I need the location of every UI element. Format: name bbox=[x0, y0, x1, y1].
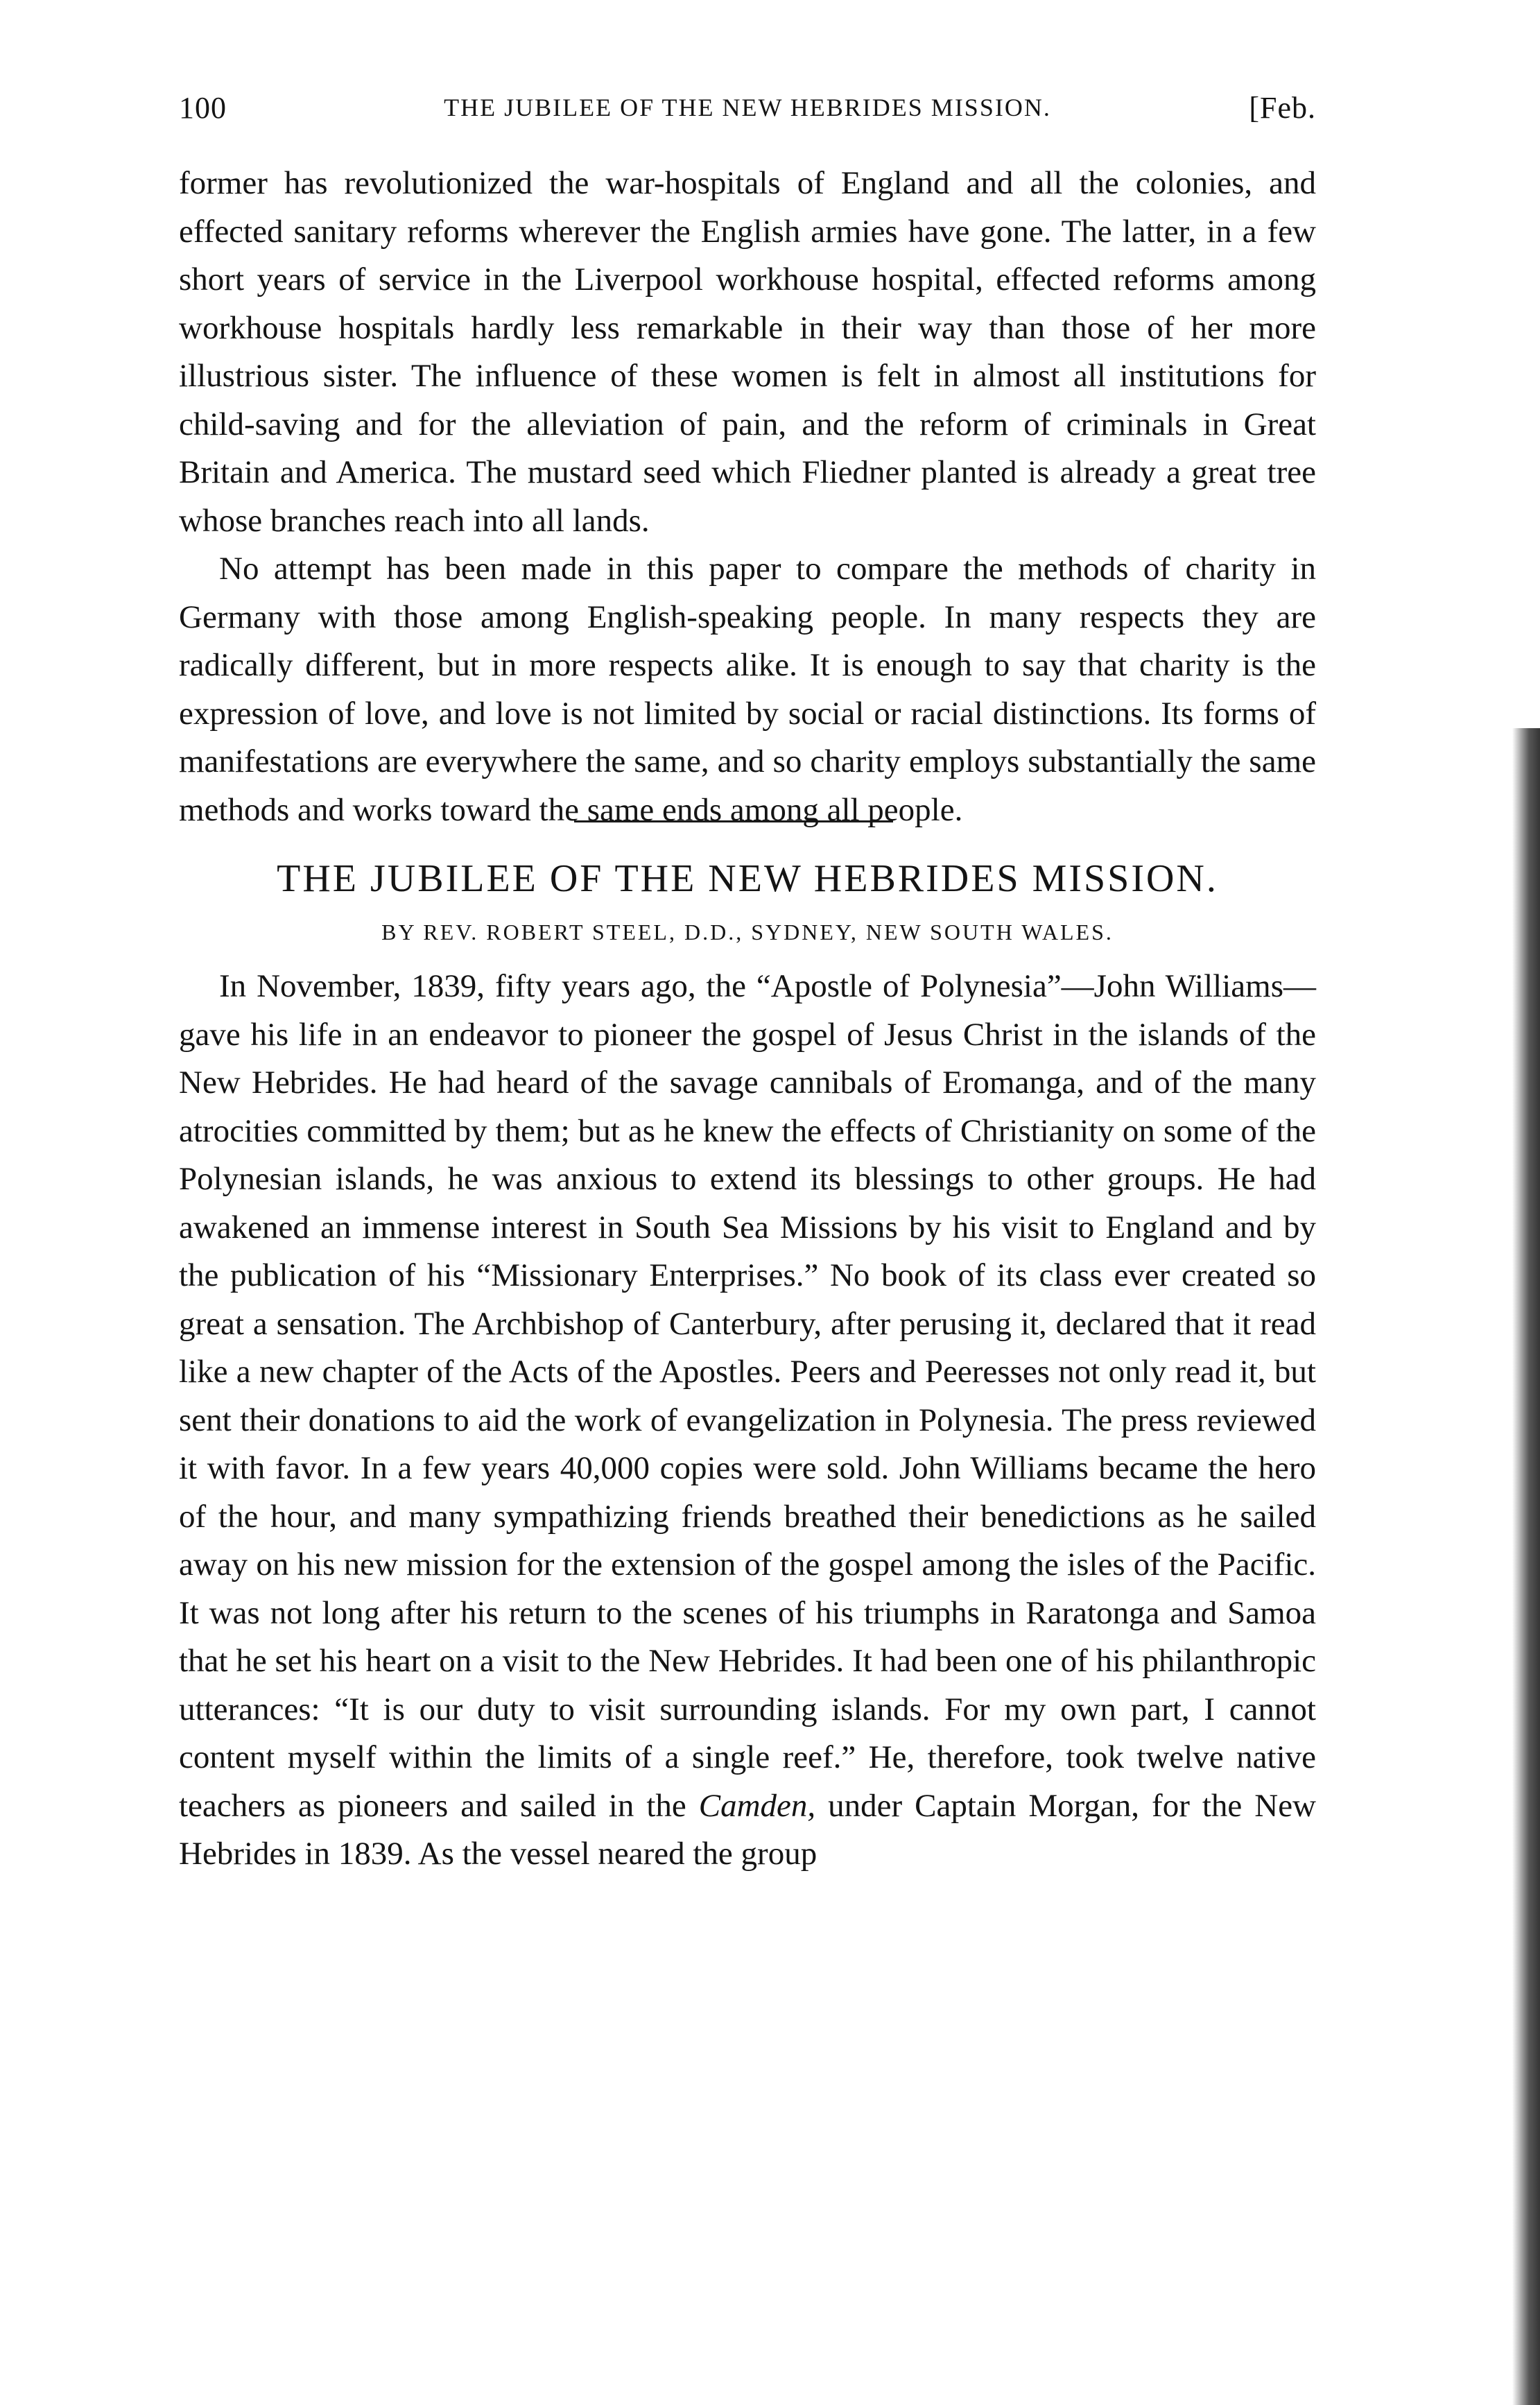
running-title: THE JUBILEE OF THE NEW HEBRIDES MISSION. bbox=[444, 94, 1051, 121]
paragraph-john-williams bbox=[179, 963, 1316, 1879]
page-number: 100 bbox=[179, 91, 227, 125]
running-head bbox=[179, 90, 1316, 132]
article-title: THE JUBILEE OF THE NEW HEBRIDES MISSION. bbox=[277, 857, 1218, 900]
issue-month: [Feb. bbox=[1249, 91, 1316, 125]
ship-name: Camden, bbox=[698, 1787, 816, 1824]
paragraph-continued: former has revolutionized the war-hospitals of England and all the colonies, and effected sanitary reforms wherever the English armies have gone. The latter, in a few short years of service in the Liverpool workhouse hospital, effected reforms among workhouse hospitals hardly less remarkable in their way than those of her more illustrious sister. The influence of these women is felt in almost all institutions for child-saving and for the alleviation of pain, and the reform of criminals in Great Britain and America. The mustard seed which Fliedner planted is already a great tree whose branches reach into all lands. bbox=[179, 165, 1316, 539]
paragraph-text-part-1: In November, 1839, fifty years ago, the “Apostle of Polynesia”—John Williams—gave his life in an endeavor to pioneer the gospel of Jesus Christ in the islands of the New Hebrides. He had heard of the savage cannibals of Eromanga, and of the many atrocities committed by them; but as he knew the effects of Christianity on some of the Polynesian islands, he was anxious to extend its blessings to other groups. He had awakened an immense interest in South Sea Missions by his visit to England and by the publication of his “Missionary Enterprises.” No book of its class ever created so great a sensation. The Archbishop of Canterbury, after perusing it, declared that it read like a new chapter of the Acts of the Apostles. Peers and Peeresses not only read it, but sent their donations to aid the work of evangelization in Polynesia. The press reviewed it with favor. In a few years 40,000 copies were sold. John Williams became the hero of the hour, and many sympathizing friends breathed their benedictions as he sailed away on his new mission for the extension of the gospel among the isles of the Pacific. It was not long after his return to the scenes of his triumphs in Raratonga and Samoa that he set his heart on a visit to the New Hebrides. It had been one of his philanthropic utterances: “It is our duty to visit surrounding islands. For my own part, I cannot content myself within the limits of a single reef.” He, therefore, took twelve native teachers as pioneers and sailed in the bbox=[179, 968, 1316, 1824]
article-byline: BY REV. ROBERT STEEL, D.D., SYDNEY, NEW SOUTH WALES. bbox=[381, 920, 1114, 945]
paragraph-text-part-2: under Captain Morgan, for the New Hebrides in 1839. As the vessel neared the group bbox=[179, 1787, 1316, 1872]
paragraph-charity-methods: No attempt has been made in this paper to compare the methods of charity in Germany with those among English-speaking people. In many respects they are radically different, but in more respects alike. It is enough to say that charity is the expression of love, and love is not limited by social or racial distinctions. Its forms of manifestations are everywhere the same, and so charity employs substantially the same methods and works toward the same ends among all people. bbox=[179, 551, 1316, 828]
scan-edge-shadow bbox=[1512, 728, 1540, 2405]
page bbox=[179, 90, 1316, 1879]
body-text bbox=[179, 160, 1316, 1879]
